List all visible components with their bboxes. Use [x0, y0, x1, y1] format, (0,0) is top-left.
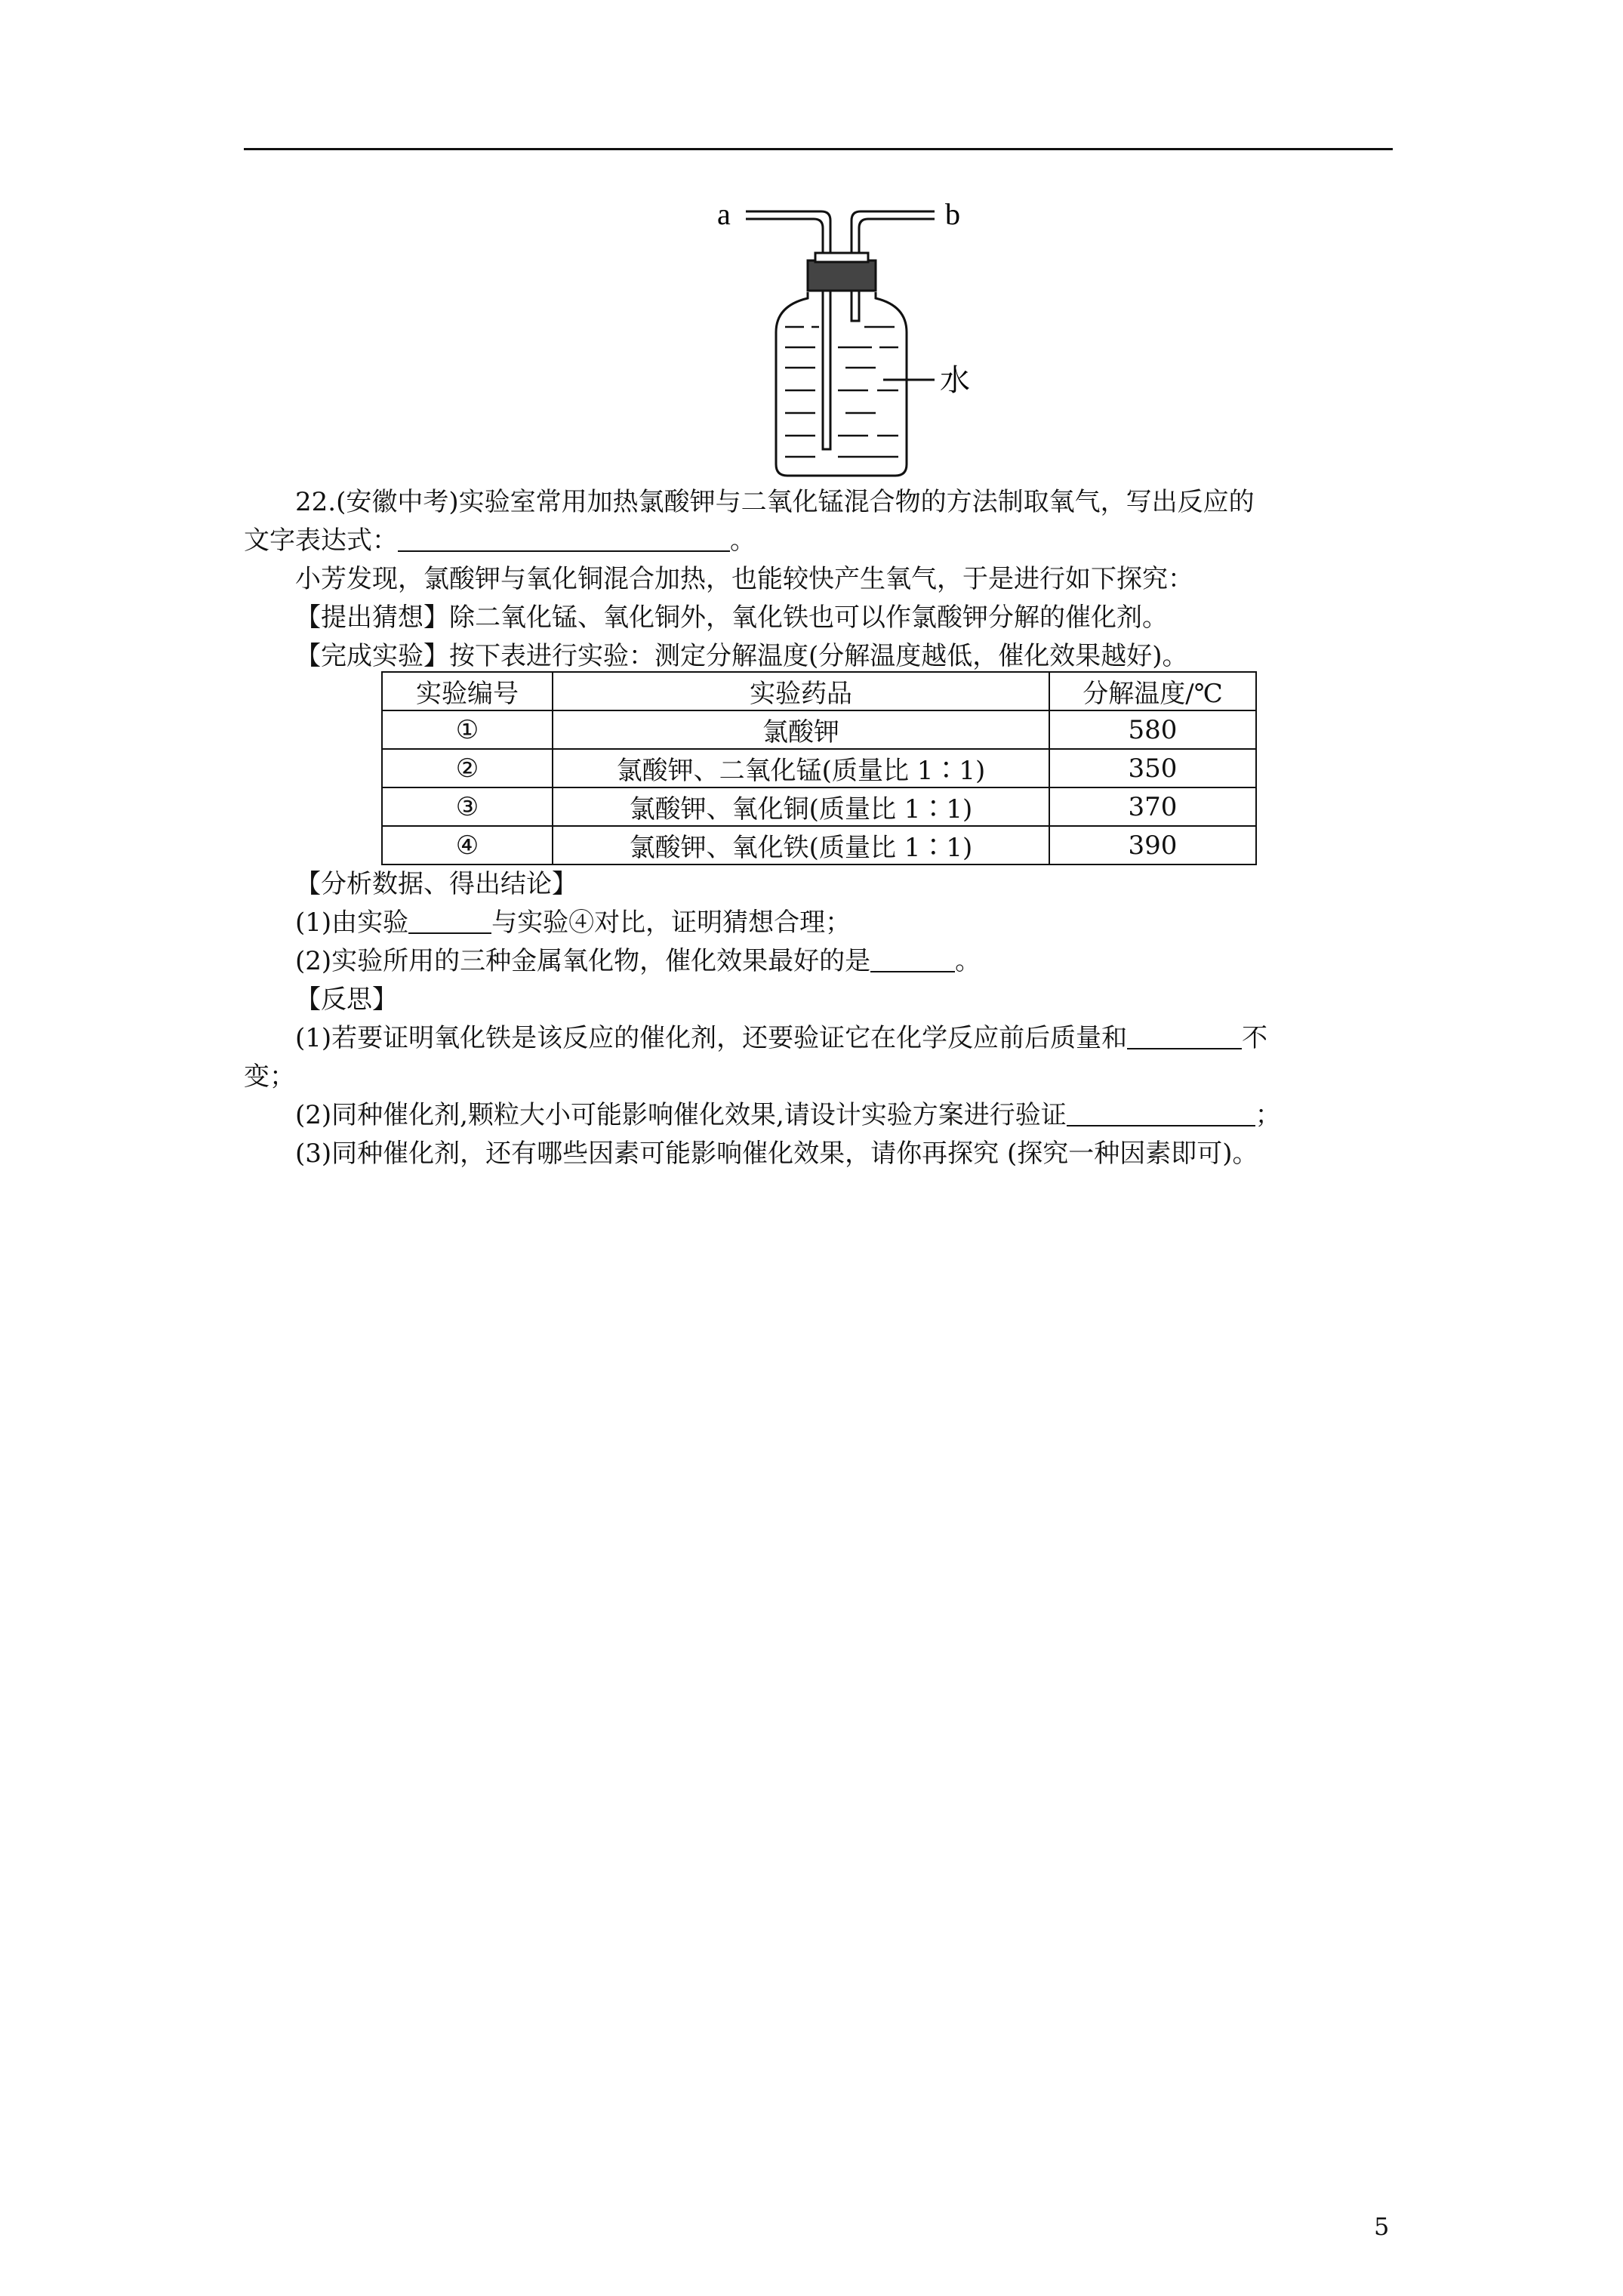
table-row	[382, 826, 1256, 864]
answer-blank-best-catalyst[interactable]	[870, 945, 955, 972]
analysis-and-reflection	[244, 865, 1393, 1173]
answer-blank-expression[interactable]	[398, 525, 730, 552]
table-cell: 370	[1049, 787, 1256, 826]
table-cell: ②	[382, 749, 553, 787]
bottle	[776, 292, 907, 476]
table-header-cell: 实验药品	[553, 672, 1049, 710]
table-cell: 390	[1049, 826, 1256, 864]
observation-line: 小芳发现，氯酸钾与氧化铜混合加热，也能较快产生氧气，于是进行如下探究：	[295, 564, 1193, 594]
table-cell: ④	[382, 826, 553, 864]
water-lines	[785, 327, 898, 457]
table-cell: ①	[382, 710, 553, 749]
table-cell: 氯酸钾、氧化铁(质量比 1∶1)	[553, 826, 1049, 864]
question-stem-line1: 22.(安徽中考)实验室常用加热氯酸钾与二氧化锰混合物的方法制取氧气，写出反应的	[295, 487, 1255, 517]
experiment-line: 【完成实验】按下表进行实验：测定分解温度(分解温度越低，催化效果越好)。	[295, 641, 1188, 671]
table-cell: 氯酸钾	[553, 710, 1049, 749]
analysis-q2: (2)实验所用的三种金属氧化物，催化效果最好的是 。	[295, 946, 981, 976]
label-a: a	[717, 197, 731, 231]
header-rule	[244, 148, 1393, 150]
question-22	[244, 483, 1393, 676]
hypothesis-line: 【提出猜想】除二氧化锰、氧化铜外，氧化铁也可以作氯酸钾分解的催化剂。	[295, 603, 1168, 633]
label-b: b	[945, 197, 960, 231]
analysis-q1: (1)由实验 与实验④对比，证明猜想合理；	[295, 908, 852, 938]
table-cell: 氯酸钾、氧化铜(质量比 1∶1)	[553, 787, 1049, 826]
table-header-cell: 分解温度/℃	[1049, 672, 1256, 710]
reflection-q3: (3)同种催化剂，还有哪些因素可能影响催化效果，请你再探究 (探究一种因素即可)。	[295, 1139, 1258, 1169]
table-cell: 580	[1049, 710, 1256, 749]
reflection-heading: 【反思】	[295, 985, 398, 1015]
table-cell: 氯酸钾、二氧化锰(质量比 1∶1)	[553, 749, 1049, 787]
table-cell: 350	[1049, 749, 1256, 787]
table-header-cell: 实验编号	[382, 672, 553, 710]
table-row	[382, 710, 1256, 749]
page-number: 5	[1374, 2212, 1390, 2241]
experiment-table	[381, 671, 1257, 865]
answer-blank-experiment[interactable]	[408, 907, 491, 934]
stopper	[808, 253, 876, 291]
table-row	[382, 749, 1256, 787]
reflection-q1-continued: 变；	[244, 1062, 295, 1092]
reflection-q2: (2)同种催化剂,颗粒大小可能影响催化效果,请设计实验方案进行验证 ；	[295, 1100, 1281, 1130]
analysis-heading: 【分析数据、得出结论】	[295, 869, 577, 899]
label-water: 水	[940, 363, 970, 398]
reflection-q1: (1)若要证明氧化铁是该反应的催化剂，还要验证它在化学反应前后质量和 不	[295, 1023, 1268, 1053]
answer-blank-unchanged-property[interactable]	[1127, 1022, 1242, 1049]
question-stem-line2: 文字表达式： 。	[244, 525, 756, 556]
answer-blank-experiment-design[interactable]	[1067, 1099, 1255, 1126]
table-row	[382, 787, 1256, 826]
table-header-row	[382, 672, 1256, 710]
table-cell: ③	[382, 787, 553, 826]
gas-washing-bottle-diagram	[710, 193, 996, 479]
